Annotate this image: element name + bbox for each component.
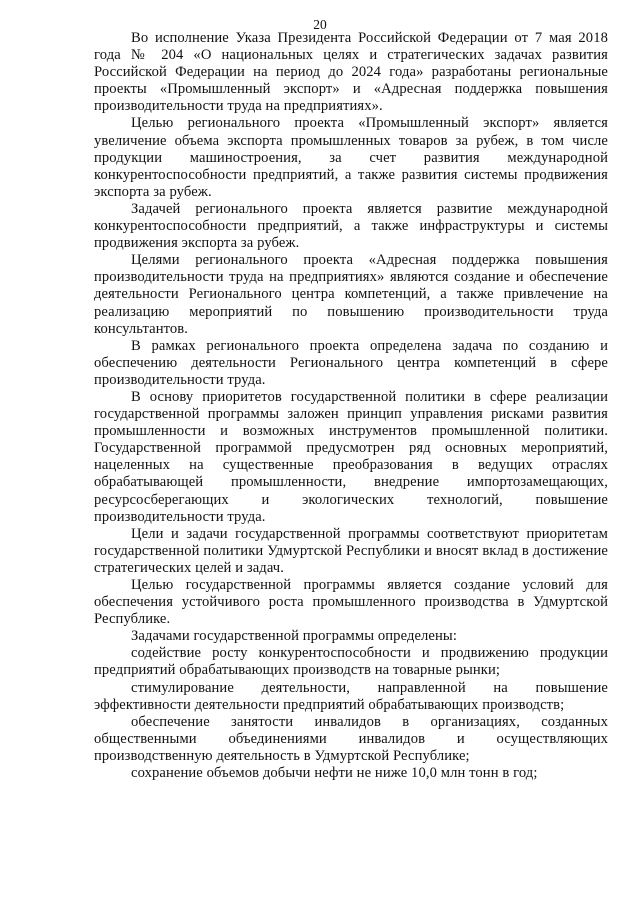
paragraph-policy-priorities: В основу приоритетов государственной политики в сфере реализации государственной программы заложен принцип управления рисками развития промышленности и возможных инструментов промышленной политики. Государственной программой предусмотрен ряд основных мероприятий, нацеленных на существенные преобразования в ведущих отраслях обрабатывающей промышленности, внедрение импортозамещающих, ресурсосберегающих и экологических технологий, повышение производительности труда. [94, 388, 608, 525]
paragraph-decree: Во исполнение Указа Президента Российской Федерации от 7 мая 2018 года № 204 «О национальных целях и стратегических задачах развития Российской Федерации на период до 2024 года» разработаны региональные проекты «Промышленный экспорт» и «Адресная поддержка повышения производительности труда на предприятиях». [94, 30, 608, 115]
list-item-employment: обеспечение занятости инвалидов в организациях, созданных общественными объединениями инвалидов и осуществляющих производственную деятельность в Удмуртской Республике; [94, 713, 608, 764]
paragraph-goals-alignment: Цели и задачи государственной программы соответствуют приоритетам государственной политики Удмуртской Республики и вносят вклад в достижение стратегических целей и задач. [94, 525, 608, 576]
list-item-efficiency: стимулирование деятельности, направленной на повышение эффективности деятельности предприятий обрабатывающих производств; [94, 679, 608, 713]
list-item-competitiveness: содействие росту конкурентоспособности и продвижению продукции предприятий обрабатывающих производств на товарные рынки; [94, 645, 608, 679]
paragraph-productivity-task: В рамках регионального проекта определена задача по созданию и обеспечению деятельности Регионального центра компетенций в сфере производительности труда. [94, 337, 608, 388]
list-item-oil-production: сохранение объемов добычи нефти не ниже 10,0 млн тонн в год; [131, 765, 538, 782]
document-body [94, 30, 608, 782]
page-number: 20 [313, 17, 327, 32]
paragraph-export-task: Задачей регионального проекта является развитие международной конкурентоспособности предприятий, а также инфраструктуры и системы продвижения экспорта за рубеж. [94, 200, 608, 252]
paragraph-program-goal: Целью государственной программы является создание условий для обеспечения устойчивого роста промышленного производства в Удмуртской Республике. [94, 577, 608, 628]
paragraph-tasks-intro: Задачами государственной программы определены: [131, 628, 457, 645]
paragraph-export-goal: Целью регионального проекта «Промышленный экспорт» является увеличение объема экспорта промышленных товаров за рубеж, в том числе продукции машиностроения, за счет развития международной конкурентоспособности предприятий, а также развития системы продвижения экспорта за рубеж. [94, 115, 608, 200]
paragraph-productivity-goals: Целями регионального проекта «Адресная поддержка повышения производительности труда на предприятиях» являются создание и обеспечение деятельности Регионального центра компетенций, а также привлечение на реализацию мероприятий по повышению производительности труда консультантов. [94, 252, 608, 337]
